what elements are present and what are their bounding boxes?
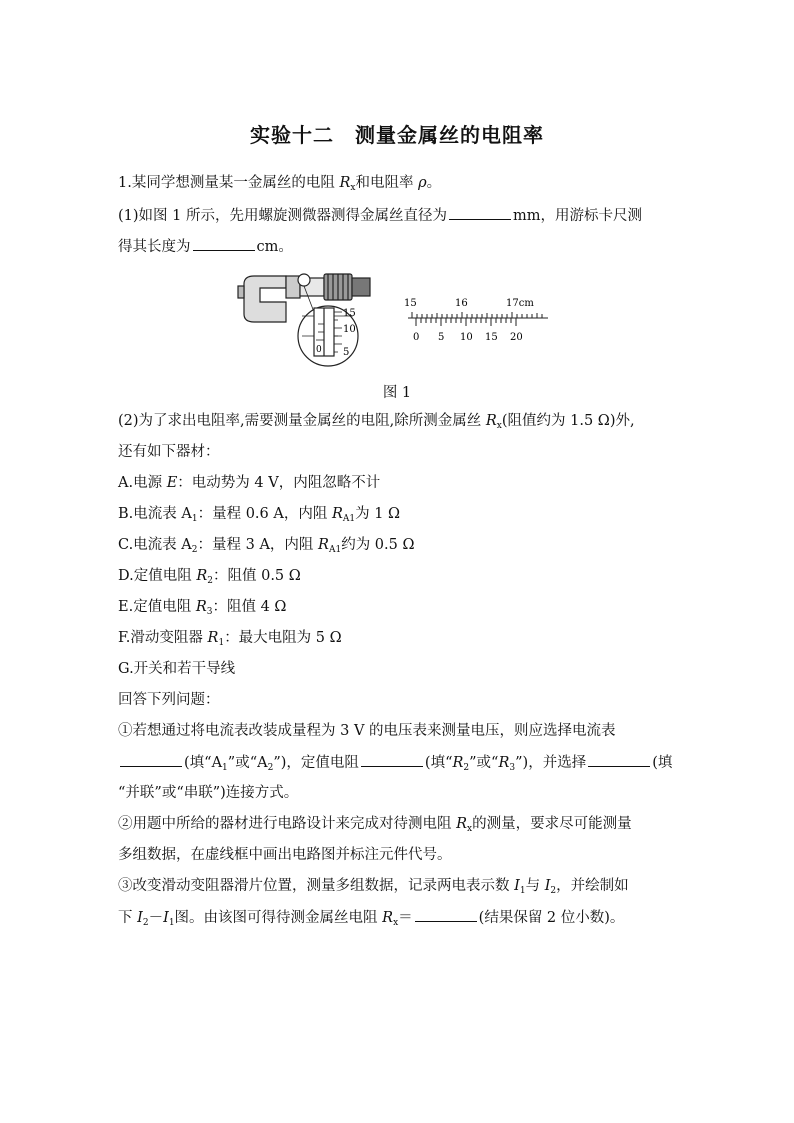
sub-question-3-line-1: ③改变滑动变阻器滑片位置，测量多组数据，记录两电表示数 $I_1$与 $I_2$，并绘制如 (118, 878, 629, 896)
micrometer-label-5: 5 (343, 347, 350, 358)
item-e: E.定值电阻 $R_3$：阻值 4 Ω (118, 599, 287, 617)
item-b: B.电流表 $A_1$：量程 0.6 A，内阻 $R_{A1}$为 1 Ω (118, 506, 401, 524)
item-f: F.滑动变阻器 $R_1$：最大电阻为 5 Ω (118, 630, 342, 648)
question-1-intro: 1.某同学想测量某一金属丝的电阻 $R_x$和电阻率 ρ。 (118, 175, 442, 193)
part-2-line-2: 还有如下器材： (118, 444, 220, 460)
micrometer-illustration (238, 274, 370, 366)
sub-question-2-line-2: 多组数据，在虚线框中画出电路图并标注元件代号。 (118, 847, 452, 863)
caliper-vernier-label-5: 5 (438, 332, 445, 343)
part-1-line-1: (1)如图 1 所示，先用螺旋测微器测得金属丝直径为 mm，用游标卡尺测 (118, 205, 642, 226)
figure-1 (230, 262, 560, 374)
resistor-choice-blank[interactable] (361, 752, 423, 767)
answer-intro: 回答下列问题： (118, 692, 220, 708)
part-1-line-2: 得其长度为 cm。 (118, 236, 293, 257)
caliper-main-label-16: 16 (455, 298, 468, 309)
sub-question-2-line-1: ②用题中所给的器材进行电路设计来完成对待测电阻 $R_x$的测量，要求尽可能测量 (118, 816, 632, 834)
caliper-vernier-label-10: 10 (460, 332, 473, 343)
item-a: A.电源 E：电动势为 4 V，内阻忽略不计 (118, 475, 381, 491)
item-c: C.电流表 $A_2$：量程 3 A，内阻 $R_{A1}$约为 0.5 Ω (118, 537, 415, 555)
caliper-main-label-17: 17cm (506, 298, 534, 309)
micrometer-label-10: 10 (343, 324, 356, 335)
caliper-illustration (408, 312, 548, 326)
ammeter-choice-blank[interactable] (120, 752, 182, 767)
sub-question-3-line-2: 下 $I_2-I_1$图。由该图可得待测金属丝电阻 $R_x=$ (结果保留 2 位小数)。 (118, 907, 624, 928)
caliper-vernier-label-15: 15 (485, 332, 498, 343)
diameter-answer-blank[interactable] (449, 205, 511, 220)
page-title: 实验十二 测量金属丝的电阻率 (250, 123, 544, 147)
item-d: D.定值电阻 $R_2$：阻值 0.5 Ω (118, 568, 301, 586)
caliper-vernier-label-20: 20 (510, 332, 523, 343)
resistance-answer-blank[interactable] (415, 907, 477, 922)
sub-question-1-line-3: “并联”或“串联”)连接方式。 (118, 785, 299, 801)
sub-question-1-line-1: ①若想通过将电流表改装成量程为 3 V 的电压表来测量电压，则应选择电流表 (118, 723, 616, 739)
micrometer-label-15: 15 (343, 308, 356, 319)
figure-caption: 图 1 (382, 385, 412, 401)
length-answer-blank[interactable] (193, 236, 255, 251)
item-g: G.开关和若干导线 (118, 661, 236, 677)
caliper-main-label-15: 15 (404, 298, 417, 309)
micrometer-label-0: 0 (316, 345, 322, 355)
caliper-vernier-label-0: 0 (413, 332, 420, 343)
sub-question-1-line-2: (填“$A_1$”或“$A_2$”)，定值电阻 (填“$R_2$”或“$R_3$”)，并选择 (填 (118, 752, 672, 773)
part-2-line-1: (2)为了求出电阻率,需要测量金属丝的电阻,除所测金属丝 $R_x$(阻值约为 1.5 Ω)外, (118, 413, 635, 431)
connection-choice-blank[interactable] (588, 752, 650, 767)
